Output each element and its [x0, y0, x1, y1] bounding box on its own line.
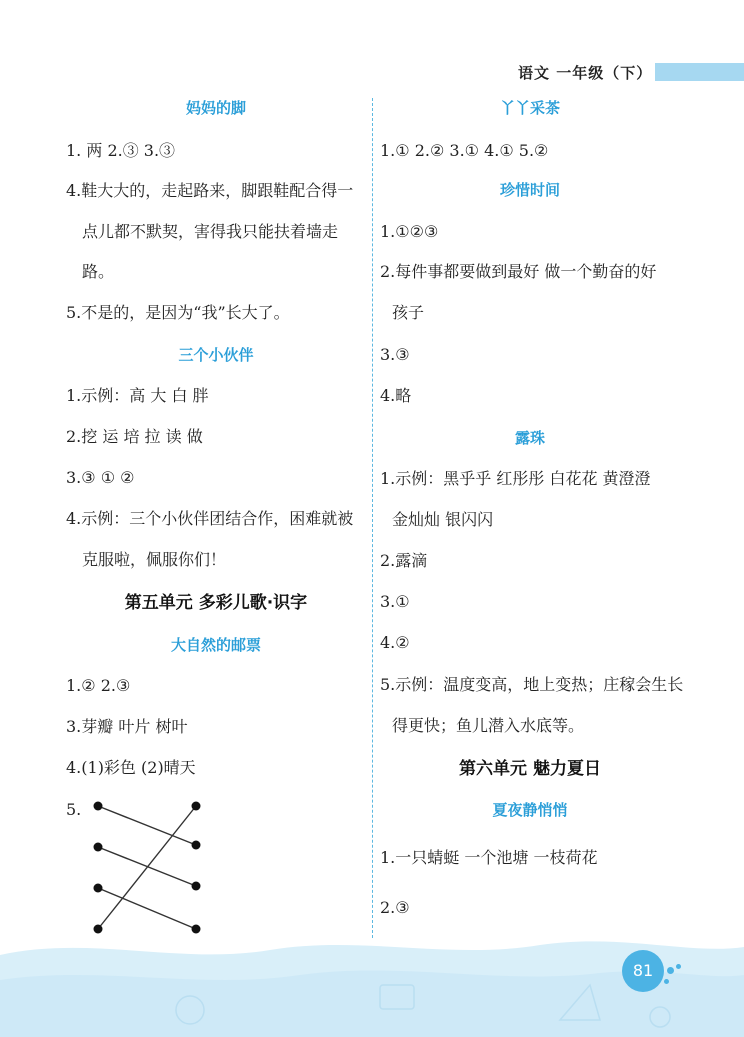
- answer-line: 2.露滴: [380, 551, 428, 570]
- answer-line: 1.① 2.② 3.① 4.① 5.②: [380, 141, 549, 160]
- answer-line: 4.鞋大大的，走起路来，脚跟鞋配合得一: [66, 181, 354, 200]
- section-title: 妈妈的脚: [185, 99, 246, 117]
- answer-line: 孩子: [392, 303, 425, 322]
- section-title: 露珠: [514, 429, 545, 447]
- answer-line: 金灿灿 银闪闪: [392, 510, 494, 529]
- answer-line: 4.示例：三个小伙伴团结合作，困难就被: [66, 509, 354, 528]
- section-title: 大自然的邮票: [170, 636, 261, 654]
- matching-diagram: [90, 796, 210, 942]
- answer-line: 点儿都不默契，害得我只能扶着墙走: [82, 222, 339, 241]
- unit-heading: 第五单元 多彩儿歌·识字: [124, 593, 308, 613]
- answer-line: 1.示例：高 大 白 胖: [66, 386, 209, 405]
- section-title: 珍惜时间: [499, 181, 560, 199]
- match-dot: [94, 843, 103, 852]
- answer-line: 1.② 2.③: [66, 676, 131, 695]
- header-bar: [655, 63, 744, 81]
- answer-line: 2.每件事都要做到最好 做一个勤奋的好: [380, 262, 657, 281]
- answer-line: 2.③: [380, 898, 410, 917]
- match-dot: [192, 802, 201, 811]
- answer-line: 克服啦，佩服你们！: [82, 550, 227, 569]
- answer-line: 3.③: [380, 345, 410, 364]
- column-divider: [372, 98, 373, 938]
- answer-line: 4.②: [380, 633, 410, 652]
- match-line: [98, 888, 196, 929]
- answer-line: 3.①: [380, 592, 410, 611]
- match-line: [98, 806, 196, 929]
- header-subject: 语文 一年级（下）: [518, 64, 653, 82]
- decor-dot: [676, 964, 681, 969]
- answer-line: 5.: [66, 800, 82, 819]
- unit-heading: 第六单元 魅力夏日: [459, 759, 601, 779]
- section-title: 三个小伙伴: [178, 346, 254, 364]
- page-number: 81: [622, 950, 664, 992]
- answer-line: 得更快；鱼儿潜入水底等。: [392, 716, 585, 735]
- answer-line: 5.不是的，是因为“我”长大了。: [66, 303, 290, 322]
- answer-line: 1.示例：黑乎乎 红彤彤 白花花 黄澄澄: [380, 469, 651, 488]
- match-dot: [192, 882, 201, 891]
- answer-line: 1.①②③: [380, 222, 439, 241]
- answer-line: 路。: [82, 262, 115, 281]
- answer-line: 2.挖 运 培 拉 读 做: [66, 427, 203, 446]
- match-dot: [192, 841, 201, 850]
- answer-line: 3.③ ① ②: [66, 468, 135, 487]
- answer-line: 1. 两 2.③ 3.③: [66, 141, 176, 160]
- match-dot: [94, 884, 103, 893]
- section-title: 丫丫采茶: [499, 99, 560, 117]
- answer-line: 4.(1)彩色 (2)晴天: [66, 758, 196, 777]
- answer-line: 5.示例：温度变高，地上变热；庄稼会生长: [380, 675, 684, 694]
- section-title: 夏夜静悄悄: [492, 801, 568, 819]
- answer-line: 3.芽瓣 叶片 树叶: [66, 717, 188, 736]
- decor-dot: [667, 967, 674, 974]
- decor-dot: [664, 979, 669, 984]
- answer-line: 1.一只蜻蜓 一个池塘 一枝荷花: [380, 848, 598, 867]
- answer-line: 4.略: [380, 386, 412, 405]
- match-dot: [94, 802, 103, 811]
